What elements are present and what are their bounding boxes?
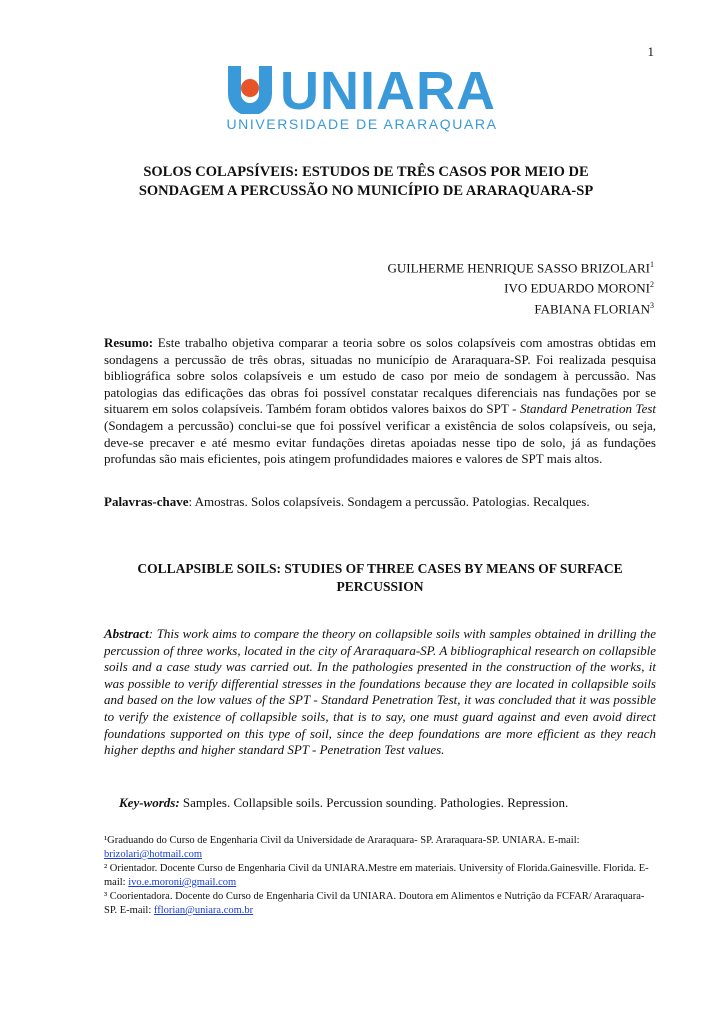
author: FABIANA FLORIAN$^3$ xyxy=(534,300,654,316)
keywords: Key-words: Samples. Collapsible soils. Percussion sounding. Pathologies. Repression. xyxy=(119,795,569,810)
author: GUILHERME HENRIQUE SASSO BRIZOLARI$^1$ xyxy=(387,260,654,276)
paper-title-pt: SOLOS COLAPSÍVEIS: ESTUDOS DE TRÊS CASOS POR MEIO DE SONDAGEM A PERCUSSÃO NO MUNICÍPIO DE ARARAQUARA-SP xyxy=(138,164,594,199)
abstract-paragraph: Abstract: This work aims to compare the theory on collapsible soils with samples obtained in drilling the percussion of three works, located in the city of Araraquara-SP. A bibliographical research on collapsible soils and a case study was carried out. In the pathologies presented in the construction of the works, it was possible to verify differential stresses in the foundations because they are located in collapsible soils and based on the low values of the SPT - Standard Penetration Test, it was concluded that it was possible to verify the existence of collapsible soils, that is to say, one must guard against and even avoid direct foundations supported on this type of soil, since the deep foundations are more efficient as they reach higher depths and higher standard SPT - Penetration Test values. xyxy=(104,626,656,758)
keywords-label: Key-words: xyxy=(119,795,180,810)
paper-title-en: COLLAPSIBLE SOILS: STUDIES OF THREE CASES BY MEANS OF SURFACE PERCUSSION xyxy=(137,561,623,594)
page-number: 1 xyxy=(647,44,654,59)
email-link[interactable]: brizolari@hotmail.com xyxy=(104,849,203,860)
footnote: ³ Coorientadora. Docente do Curso de Engenharia Civil da UNIARA. Doutora em Alimentos e Nutrição da FCFAR/ Araraquara-SP. E-mail: fflorian@uniara.com.br xyxy=(104,891,645,916)
author: IVO EDUARDO MORONI$^2$ xyxy=(504,280,654,296)
footnote: ¹Graduando do Curso de Engenharia Civil da Universidade de Araraquara- SP. Araraquara-SP. UNIARA. E-mail: brizolari@hotmail.com xyxy=(104,835,580,860)
uniara-logo-mark xyxy=(222,62,502,114)
university-logo xyxy=(0,62,724,132)
email-link[interactable]: fflorian@uniara.com.br xyxy=(153,905,254,916)
abstract-label: Abstract xyxy=(104,626,149,641)
author-list xyxy=(387,256,654,317)
palavras-chave-label: Palavras-chave xyxy=(104,494,189,509)
logo-wordmark: UNIARA xyxy=(280,62,496,114)
footnote: ² Orientador. Docente Curso de Engenharia Civil da UNIARA.Mestre em materiais. University of Florida.Gainesville. Florida. E-mail: ivo.e.moroni@gmail.com xyxy=(104,863,649,888)
palavras-chave: Palavras-chave: Amostras. Solos colapsíveis. Sondagem a percussão. Patologias. Recalques. xyxy=(104,494,590,509)
resumo-paragraph: Resumo: Este trabalho objetiva comparar a teoria sobre os solos colapsíveis com amostras obtidas em sondagens a percussão de três obras, situadas no município de Araraquara-SP. Foi realizada pesquisa bibliográfica sobre solos colapsíveis e um estudo de caso por meio de sondagem à percussão. Nas patologias das edificações das obras foi possível constatar recalques diferenciais nas fundações por se situarem em solos colapsíveis. Também foram obtidos valores baixos do SPT - Standard Penetration Test (Sondagem a percussão) conclui-se que foi possível verificar a existência de solos colapsíveis, ou seja, deve-se precaver e até mesmo evitar fundações diretas apoiadas nesse tipo de solo, já as fundações profundas são mais eficientes, pois atingem profundidades maiores e valores de SPT mais altos. xyxy=(104,335,657,467)
footnotes xyxy=(104,834,656,918)
logo-subtitle: UNIVERSIDADE DE ARARAQUARA xyxy=(226,116,498,132)
email-link[interactable]: ivo.e.moroni@gmail.com xyxy=(128,877,237,888)
resumo-label: Resumo: xyxy=(104,335,154,350)
